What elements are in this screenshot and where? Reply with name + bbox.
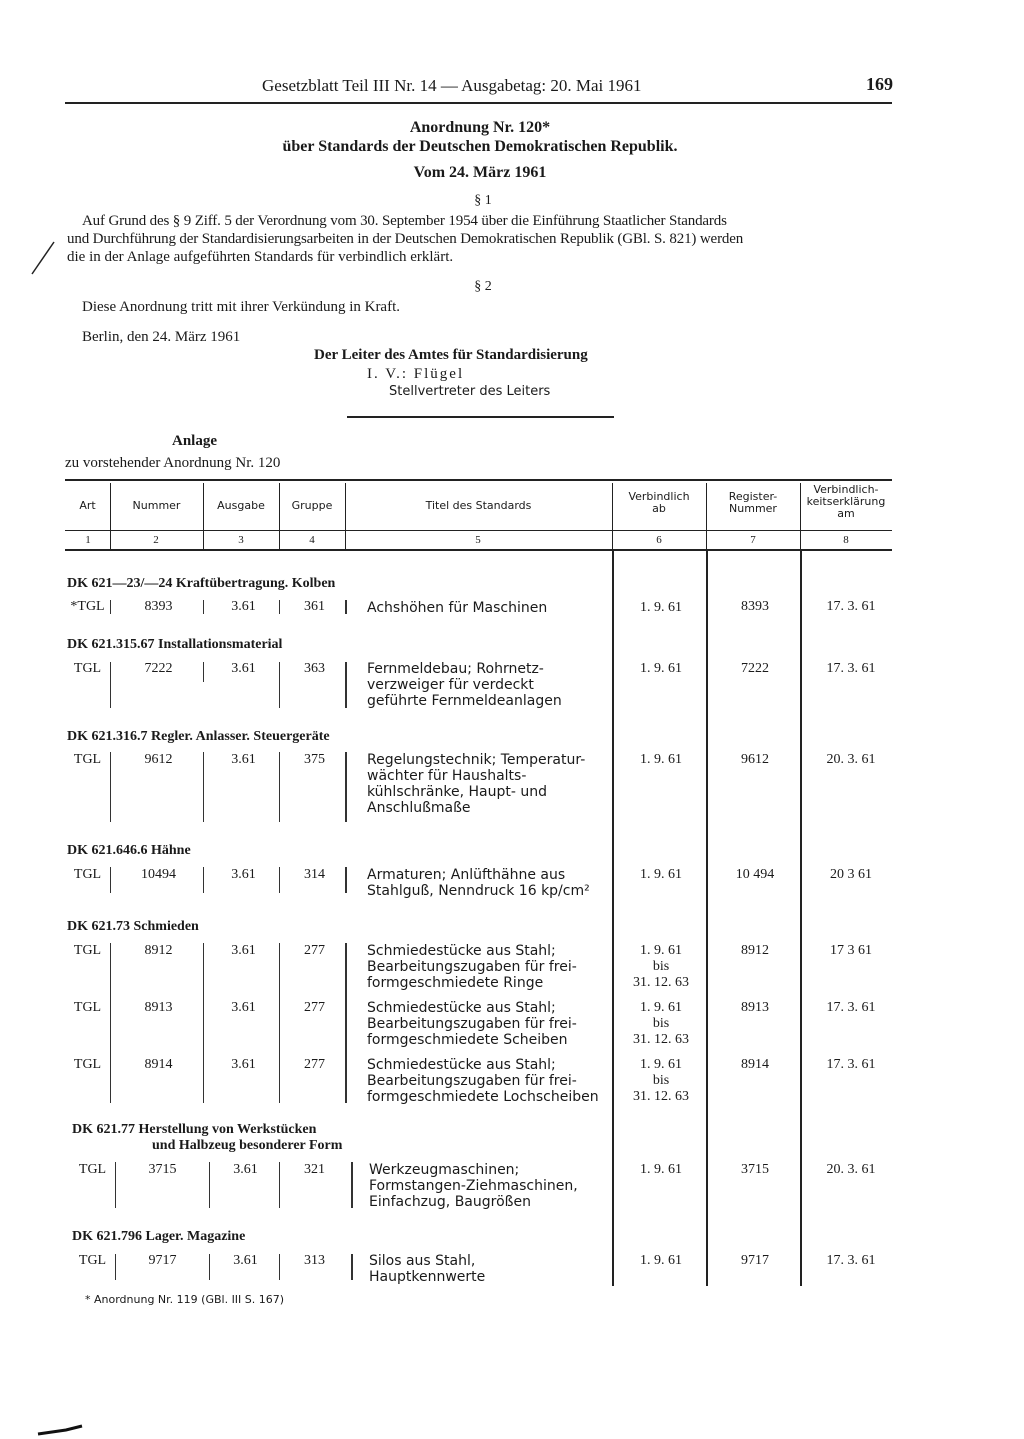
column-number: 2 <box>153 534 159 546</box>
row-separator <box>203 867 204 893</box>
cell-erklaerung: 17. 3. 61 <box>826 1000 876 1015</box>
cell-register: 8912 <box>741 943 769 958</box>
column-number: 3 <box>238 534 244 546</box>
group-heading: DK 621.316.7 Regler. Anlasser. Steuergeräte <box>67 729 330 744</box>
cell-nummer: 7222 <box>144 661 173 676</box>
cell-art: TGL <box>73 752 102 767</box>
row-separator <box>115 1254 116 1280</box>
cell-gruppe: 277 <box>304 943 325 958</box>
cell-erklaerung: 20. 3. 61 <box>826 752 876 767</box>
cell-register: 9717 <box>741 1253 769 1268</box>
scan-edge-mark-icon <box>36 1422 84 1436</box>
row-separator <box>279 600 280 614</box>
cell-art: TGL <box>73 943 102 958</box>
cell-erklaerung: 17. 3. 61 <box>826 661 876 676</box>
row-separator <box>209 1254 210 1280</box>
cell-verbindlich-ab: 1. 9. 61 <box>640 661 682 676</box>
cell-verbindlich-ab: 1. 9. 61 <box>640 600 682 615</box>
row-separator <box>203 752 204 822</box>
signer-title: Der Leiter des Amtes für Standardisierung <box>314 347 588 363</box>
page-number: 169 <box>866 74 893 94</box>
header-divider <box>279 483 280 549</box>
row-separator <box>351 1162 353 1208</box>
table-number-rule <box>65 549 892 551</box>
place-date: Berlin, den 24. März 1961 <box>82 329 241 345</box>
column-header-nummer: Nummer <box>132 499 181 512</box>
cell-titel: Schmiedestücke aus Stahl; Bearbeitungszugaben für frei- formgeschmiedete Scheiben <box>367 1000 577 1048</box>
cell-erklaerung: 20 3 61 <box>830 867 872 882</box>
row-separator <box>345 752 347 822</box>
column-header-register: Register- Nummer <box>728 490 778 515</box>
column-header-art: Art <box>79 499 96 512</box>
cell-art: TGL <box>73 661 102 676</box>
cell-art: TGL <box>78 1162 107 1177</box>
cell-register: 8914 <box>741 1057 769 1072</box>
cell-verbindlich-ab: 1. 9. 61 <box>640 752 682 767</box>
row-separator <box>345 600 347 614</box>
cell-gruppe: 277 <box>304 1057 325 1072</box>
body-divider <box>612 549 614 1286</box>
column-number: 7 <box>750 534 756 546</box>
cell-register: 10 494 <box>735 867 775 882</box>
cell-titel: Armaturen; Anlüfthähne aus Stahlguß, Nenndruck 16 kp/cm² <box>367 867 590 899</box>
cell-nummer: 3715 <box>148 1162 177 1177</box>
column-header-gruppe: Gruppe <box>291 499 333 512</box>
cell-verbindlich-ab: 1. 9. 61 bis 31. 12. 63 <box>633 1057 689 1104</box>
cell-ausgabe: 3.61 <box>231 599 256 614</box>
row-separator <box>279 1162 280 1208</box>
column-number: 5 <box>475 534 481 546</box>
cell-nummer: 9717 <box>148 1253 177 1268</box>
row-separator <box>279 867 280 893</box>
row-separator <box>203 943 204 1103</box>
cell-register: 8913 <box>741 1000 769 1015</box>
cell-register: 9612 <box>741 752 769 767</box>
cell-gruppe: 314 <box>304 867 325 882</box>
group-heading-continued: und Halbzeug besonderer Form <box>152 1138 343 1153</box>
cell-art: TGL <box>78 1253 107 1268</box>
cell-titel: Achshöhen für Maschinen <box>367 600 548 616</box>
cell-art: TGL <box>73 1057 102 1072</box>
row-separator <box>279 943 280 1103</box>
cell-register: 3715 <box>741 1162 769 1177</box>
decree-date: Vom 24. März 1961 <box>413 164 547 181</box>
header-divider <box>110 483 111 549</box>
annex-title: Anlage <box>172 433 217 449</box>
paragraph-2-heading: § 2 <box>474 279 492 294</box>
column-number: 1 <box>85 534 91 546</box>
cell-titel: Schmiedestücke aus Stahl; Bearbeitungszugaben für frei- formgeschmiedete Ringe <box>367 943 577 991</box>
header-divider <box>345 483 346 549</box>
cell-nummer: 8913 <box>144 1000 173 1015</box>
group-heading: DK 621.796 Lager. Magazine <box>72 1229 246 1244</box>
cell-gruppe: 313 <box>304 1253 325 1268</box>
table-header-rule <box>65 530 892 531</box>
decree-title: Anordnung Nr. 120* <box>409 119 551 136</box>
cell-erklaerung: 17. 3. 61 <box>826 1253 876 1268</box>
cell-ausgabe: 3.61 <box>231 943 256 958</box>
cell-register: 8393 <box>741 599 769 614</box>
cell-verbindlich-ab: 1. 9. 61 <box>640 1162 682 1177</box>
column-header-erklaerung: Verbindlich- keitserklärung am <box>806 483 886 520</box>
paragraph-1-heading: § 1 <box>474 193 492 208</box>
annex-subtitle: zu vorstehender Anordnung Nr. 120 <box>65 455 281 471</box>
cell-verbindlich-ab: 1. 9. 61 <box>640 1253 682 1268</box>
cell-verbindlich-ab: 1. 9. 61 bis 31. 12. 63 <box>633 943 689 990</box>
cell-ausgabe: 3.61 <box>231 1000 256 1015</box>
row-separator <box>110 867 111 893</box>
running-title: Gesetzblatt Teil III Nr. 14 — Ausgabetag: 20. Mai 1961 <box>262 76 642 95</box>
cell-erklaerung: 20. 3. 61 <box>826 1162 876 1177</box>
cell-ausgabe: 3.61 <box>231 661 256 676</box>
cell-gruppe: 363 <box>304 661 325 676</box>
row-separator <box>115 1162 116 1208</box>
cell-ausgabe: 3.61 <box>231 1057 256 1072</box>
cell-titel: Silos aus Stahl, Hauptkennwerte <box>369 1253 486 1285</box>
cell-nummer: 8912 <box>144 943 173 958</box>
cell-nummer: 10494 <box>141 867 176 882</box>
margin-mark-icon <box>30 240 56 276</box>
row-separator <box>279 662 280 708</box>
cell-erklaerung: 17. 3. 61 <box>826 599 876 614</box>
cell-gruppe: 361 <box>304 599 325 614</box>
paragraph-2-text: Diese Anordnung tritt mit ihrer Verkündung in Kraft. <box>82 299 401 315</box>
row-separator <box>351 1254 353 1280</box>
row-separator <box>110 600 111 614</box>
body-divider <box>706 549 708 1286</box>
row-separator <box>345 943 347 1103</box>
cell-register: 7222 <box>741 661 769 676</box>
cell-ausgabe: 3.61 <box>233 1253 258 1268</box>
column-header-titel: Titel des Standards <box>425 499 532 512</box>
paragraph-1-line: Auf Grund des § 9 Ziff. 5 der Verordnung vom 30. September 1954 über die Einführung Staatlicher Standards <box>82 213 727 229</box>
cell-titel: Schmiedestücke aus Stahl; Bearbeitungszugaben für frei- formgeschmiedete Lochscheiben <box>367 1057 599 1105</box>
row-separator <box>279 752 280 822</box>
body-divider <box>800 549 802 1286</box>
column-number: 6 <box>656 534 662 546</box>
cell-erklaerung: 17. 3. 61 <box>826 1057 876 1072</box>
cell-nummer: 8914 <box>144 1057 173 1072</box>
cell-gruppe: 375 <box>304 752 325 767</box>
paragraph-1-line: und Durchführung der Standardisierungsarbeiten in der Deutschen Demokratischen Republik (GBl. S. 821) werden <box>67 231 744 247</box>
row-separator <box>209 1162 210 1208</box>
cell-erklaerung: 17 3 61 <box>830 943 872 958</box>
row-separator <box>345 662 347 708</box>
header-divider <box>203 483 204 549</box>
group-heading: DK 621.315.67 Installationsmaterial <box>67 637 283 652</box>
cell-ausgabe: 3.61 <box>231 867 256 882</box>
paragraph-1-line: die in der Anlage aufgeführten Standards für verbindlich erklärt. <box>67 249 454 265</box>
group-heading: DK 621.77 Herstellung von Werkstücken <box>72 1122 317 1137</box>
row-separator <box>345 867 347 893</box>
cell-titel: Werkzeugmaschinen; Formstangen-Ziehmaschinen, Einfachzug, Baugrößen <box>369 1162 578 1210</box>
cell-ausgabe: 3.61 <box>231 752 256 767</box>
row-separator <box>203 662 204 682</box>
cell-art: *TGL <box>70 599 105 614</box>
group-heading: DK 621—23/—24 Kraftübertragung. Kolben <box>67 576 336 591</box>
signer-name: I. V.: Flügel <box>367 366 465 382</box>
cell-gruppe: 321 <box>304 1162 325 1177</box>
footnote: * Anordnung Nr. 119 (GBl. III S. 167) <box>85 1293 285 1306</box>
cell-titel: Regelungstechnik; Temperatur- wächter für Haushalts- kühlschränke, Haupt- und Anschlußmaße <box>367 752 586 816</box>
cell-nummer: 9612 <box>144 752 173 767</box>
column-header-ausgabe: Ausgabe <box>217 499 265 512</box>
column-header-verbindlich: Verbindlich ab <box>628 490 690 515</box>
cell-titel: Fernmeldebau; Rohrnetz- verzweiger für verdeckt geführte Fernmeldeanlagen <box>367 661 562 709</box>
row-separator <box>279 1254 280 1280</box>
group-heading: DK 621.646.6 Hähne <box>67 843 191 858</box>
signer-role: Stellvertreter des Leiters <box>389 384 551 399</box>
signature-rule <box>347 416 614 418</box>
column-number: 8 <box>843 534 849 546</box>
column-number: 4 <box>309 534 315 546</box>
header-rule <box>65 102 892 104</box>
cell-nummer: 8393 <box>144 599 173 614</box>
cell-gruppe: 277 <box>304 1000 325 1015</box>
cell-art: TGL <box>73 867 102 882</box>
cell-verbindlich-ab: 1. 9. 61 <box>640 867 682 882</box>
row-separator <box>110 752 111 822</box>
decree-subtitle: über Standards der Deutschen Demokratischen Republik. <box>282 138 678 155</box>
cell-art: TGL <box>73 1000 102 1015</box>
row-separator <box>110 943 111 1103</box>
cell-verbindlich-ab: 1. 9. 61 bis 31. 12. 63 <box>633 1000 689 1047</box>
row-separator <box>110 662 111 708</box>
row-separator <box>203 600 204 614</box>
table-top-rule <box>65 479 892 481</box>
group-heading: DK 621.73 Schmieden <box>67 919 199 934</box>
cell-ausgabe: 3.61 <box>233 1162 258 1177</box>
